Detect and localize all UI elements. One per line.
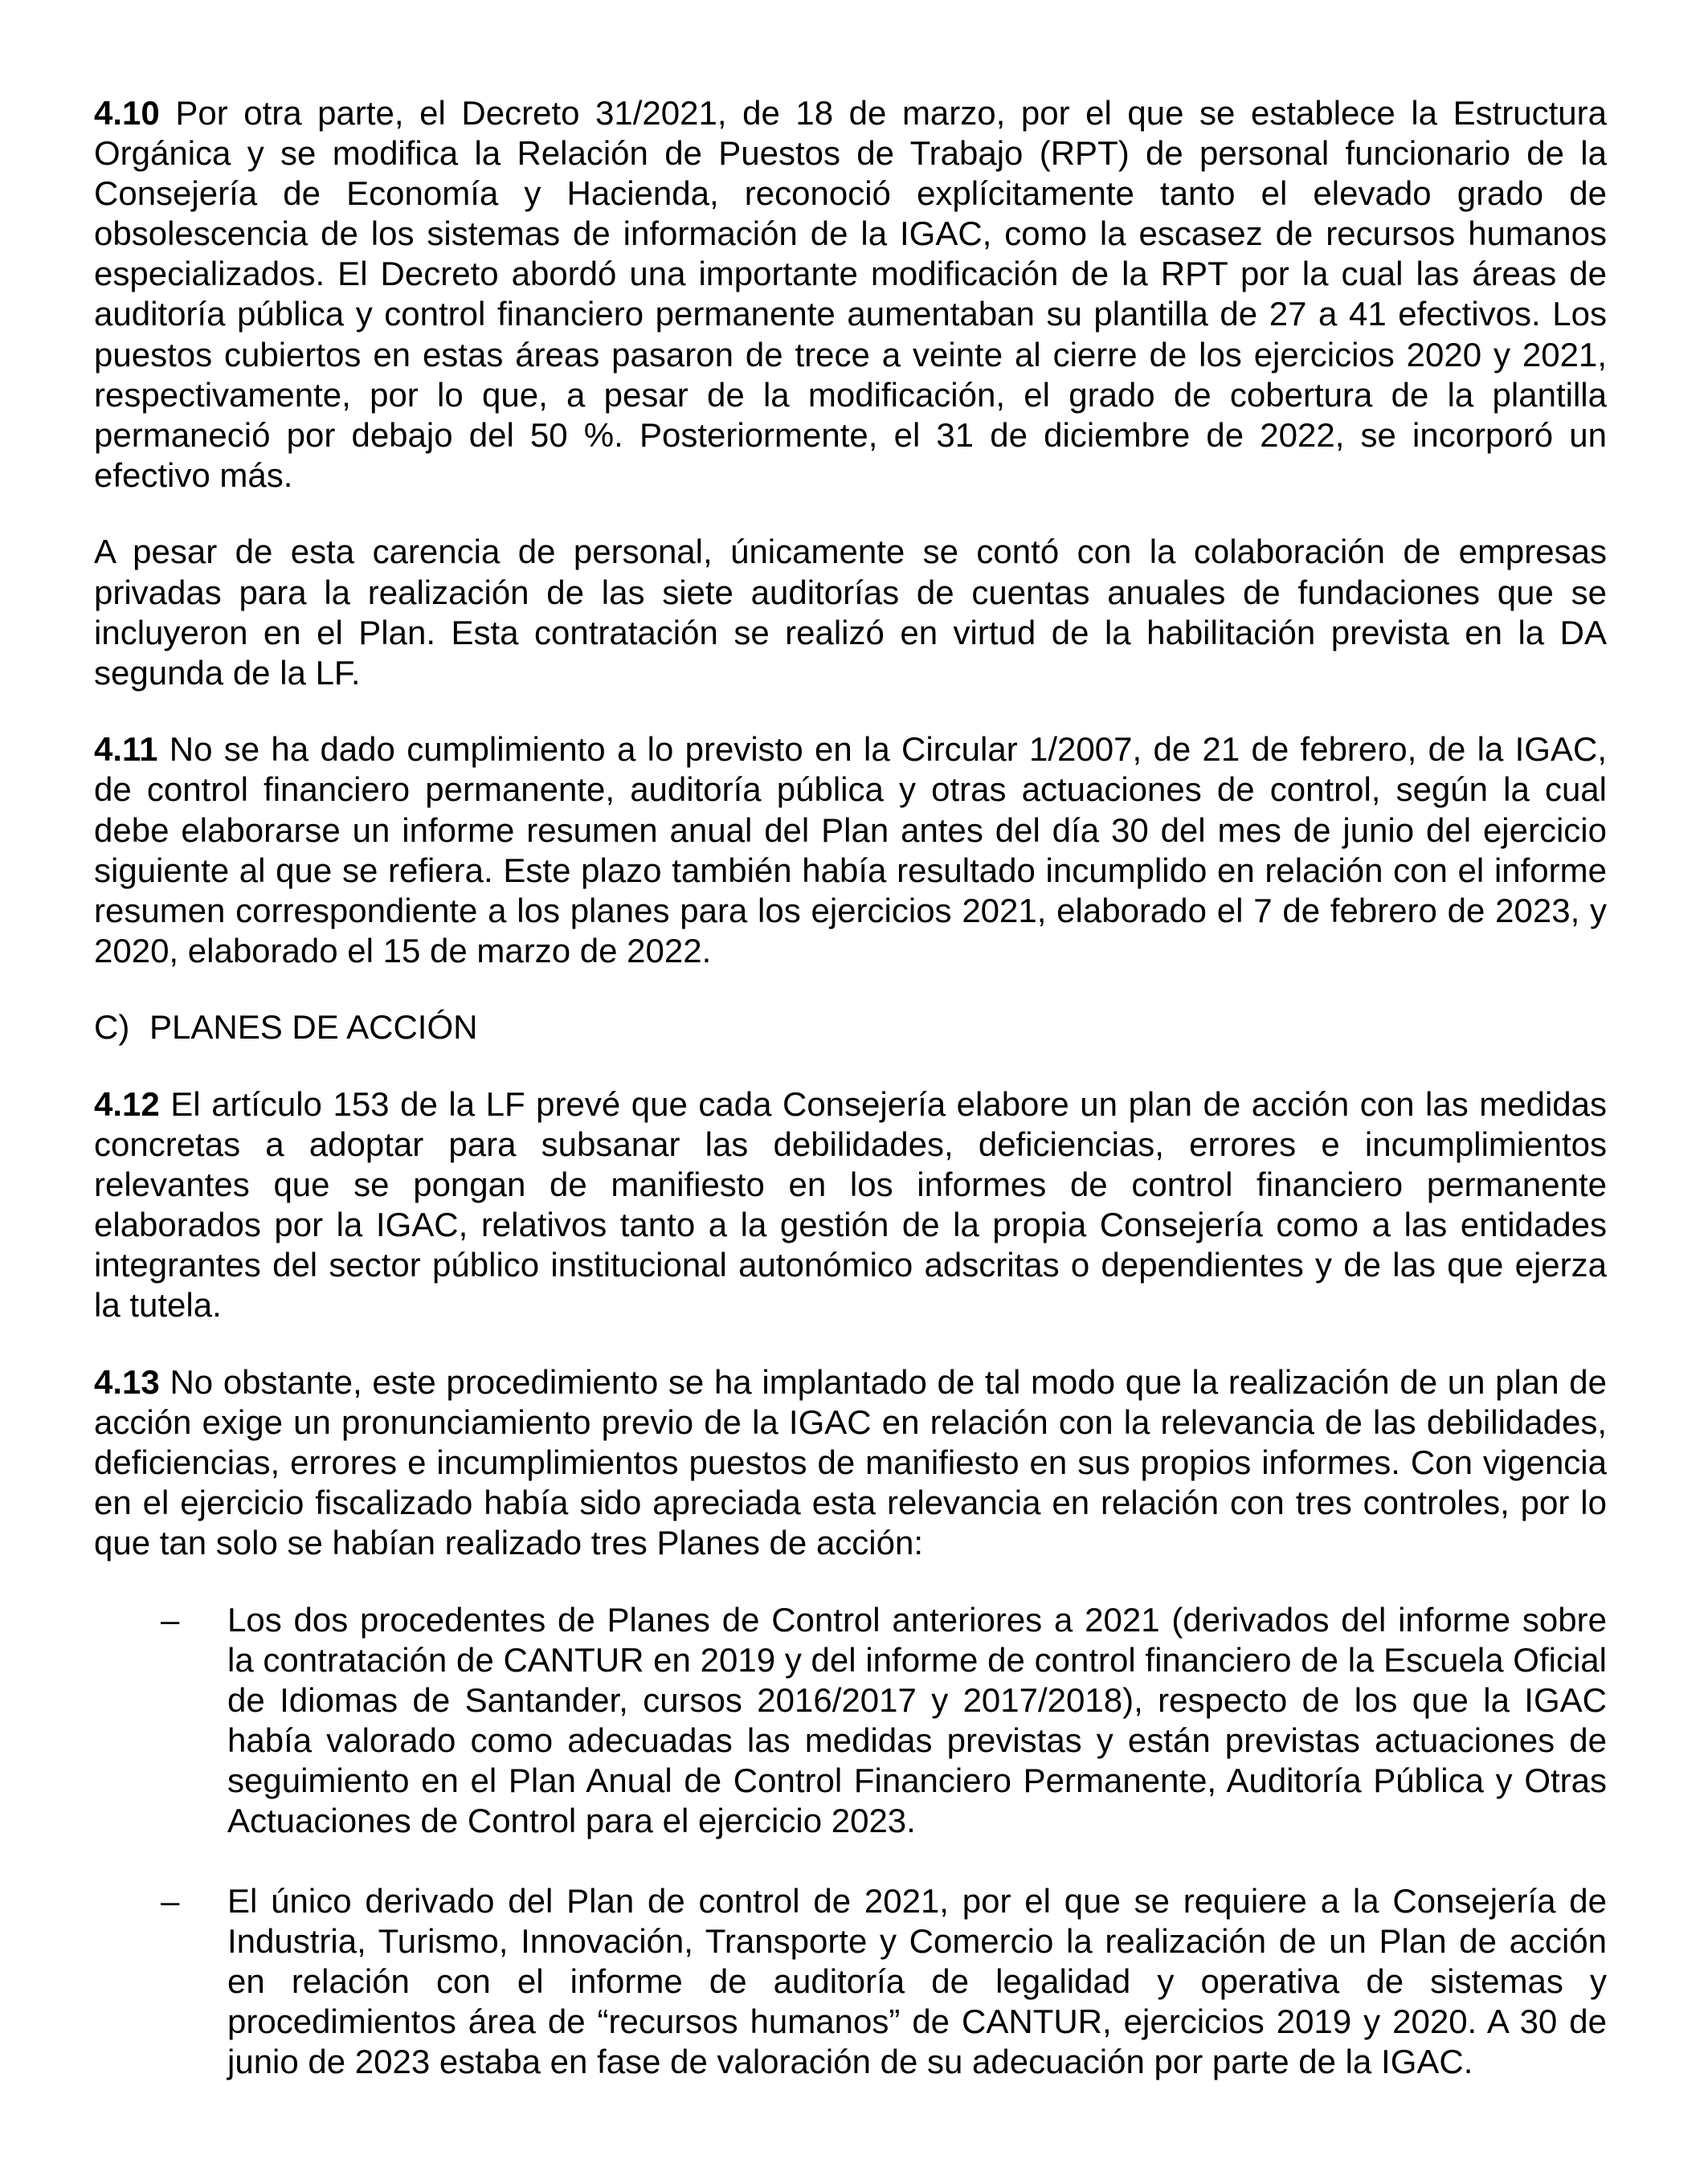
document-page bbox=[94, 93, 1607, 2121]
paragraph-text: No se ha dado cumplimiento a lo previsto en la Circular 1/2007, de 21 de febrero, de la IGAC, de control financiero permanente, auditoría pública y otras actuaciones de control, según la cual debe elaborarse un informe resumen anual del Plan antes del día 30 del mes de junio del ejercicio siguiente al que se refiera. Este plazo también había resultado incumplido en relación con el informe resumen correspondiente a los planes para los ejercicios 2021, elaborado el 7 de febrero de 2023, y 2020, elaborado el 15 de marzo de 2022. bbox=[94, 730, 1607, 970]
paragraph-number: 4.11 bbox=[94, 730, 158, 769]
section-title: PLANES DE ACCIÓN bbox=[149, 1008, 478, 1047]
paragraph-4-13 bbox=[94, 1362, 1607, 1563]
dash-bullet-icon: – bbox=[161, 1881, 180, 1920]
dash-bullet-icon: – bbox=[161, 1601, 180, 1639]
paragraph-number: 4.12 bbox=[94, 1084, 160, 1123]
list-item bbox=[94, 1600, 1607, 1842]
section-letter: C) bbox=[94, 1008, 130, 1047]
list-item-text: Los dos procedentes de Planes de Control anteriores a 2021 (derivados del informe sobre la contratación de CANTUR en 2019 y del informe de control financiero de la Escuela Oficial de Idiomas de Santander, cursos 2016/2017 y 2017/2018), respecto de los que la IGAC había valorado como adecuadas las medidas previstas y están previstas actuaciones de seguimiento en el Plan Anual de Control Financiero Permanente, Auditoría Pública y Otras Actuaciones de Control para el ejercicio 2023. bbox=[227, 1601, 1607, 1840]
action-plans-list bbox=[94, 1600, 1607, 2082]
paragraph-number: 4.13 bbox=[94, 1363, 160, 1402]
paragraph-text: A pesar de esta carencia de personal, únicamente se contó con la colaboración de empresas privadas para la realización de las siete auditorías de cuentas anuales de fundaciones que se incluyeron en el Plan. Esta contratación se realizó en virtud de la habilitación prevista en la DA segunda de la LF. bbox=[94, 533, 1607, 692]
paragraph-4-11 bbox=[94, 729, 1607, 971]
section-heading bbox=[94, 1007, 1607, 1047]
paragraph-4-12 bbox=[94, 1084, 1607, 1326]
paragraph-number: 4.10 bbox=[94, 94, 160, 132]
paragraph-text: Por otra parte, el Decreto 31/2021, de 18 de marzo, por el que se establece la Estructura Orgánica y se modifica la Relación de Puestos de Trabajo (RPT) de personal funcionario de la Consejería de Economía y Hacienda, reconoció explícitamente tanto el elevado grado de obsolescencia de los sistemas de información de la IGAC, como la escasez de recursos humanos especializados. El Decreto abordó una importante modificación de la RPT por la cual las áreas de auditoría pública y control financiero permanente aumentaban su plantilla de 27 a 41 efectivos. Los puestos cubiertos en estas áreas pasaron de trece a veinte al cierre de los ejercicios 2020 y 2021, respectivamente, por lo que, a pesar de la modificación, el grado de cobertura de la plantilla permaneció por debajo del 50 %. Posteriormente, el 31 de diciembre de 2022, se incorporó un efectivo más. bbox=[94, 94, 1607, 494]
paragraph-4-10 bbox=[94, 93, 1607, 496]
paragraph-text: No obstante, este procedimiento se ha implantado de tal modo que la realización de un plan de acción exige un pronunciamiento previo de la IGAC en relación con la relevancia de las debilidades, deficiencias, errores e incumplimientos puestos de manifiesto en sus propios informes. Con vigencia en el ejercicio fiscalizado había sido apreciada esta relevancia en relación con tres controles, por lo que tan solo se habían realizado tres Planes de acción: bbox=[94, 1363, 1607, 1562]
paragraph-text: El artículo 153 de la LF prevé que cada Consejería elabore un plan de acción con las medidas concretas a adoptar para subsanar las debilidades, deficiencias, errores e incumplimientos relevantes que se pongan de manifiesto en los informes de control financiero permanente elaborados por la IGAC, relativos tanto a la gestión de la propia Consejería como a las entidades integrantes del sector público institucional autonómico adscritas o dependientes y de las que ejerza la tutela. bbox=[94, 1084, 1607, 1325]
list-item bbox=[94, 1881, 1607, 2082]
list-item-text: El único derivado del Plan de control de 2021, por el que se requiere a la Consejería de Industria, Turismo, Innovación, Transporte y Comercio la realización de un Plan de acción en relación con el informe de auditoría de legalidad y operativa de sistemas y procedimientos área de “recursos humanos” de CANTUR, ejercicios 2019 y 2020. A 30 de junio de 2023 estaba en fase de valoración de su adecuación por parte de la IGAC. bbox=[227, 1881, 1607, 2080]
paragraph-4-10-continued bbox=[94, 532, 1607, 692]
